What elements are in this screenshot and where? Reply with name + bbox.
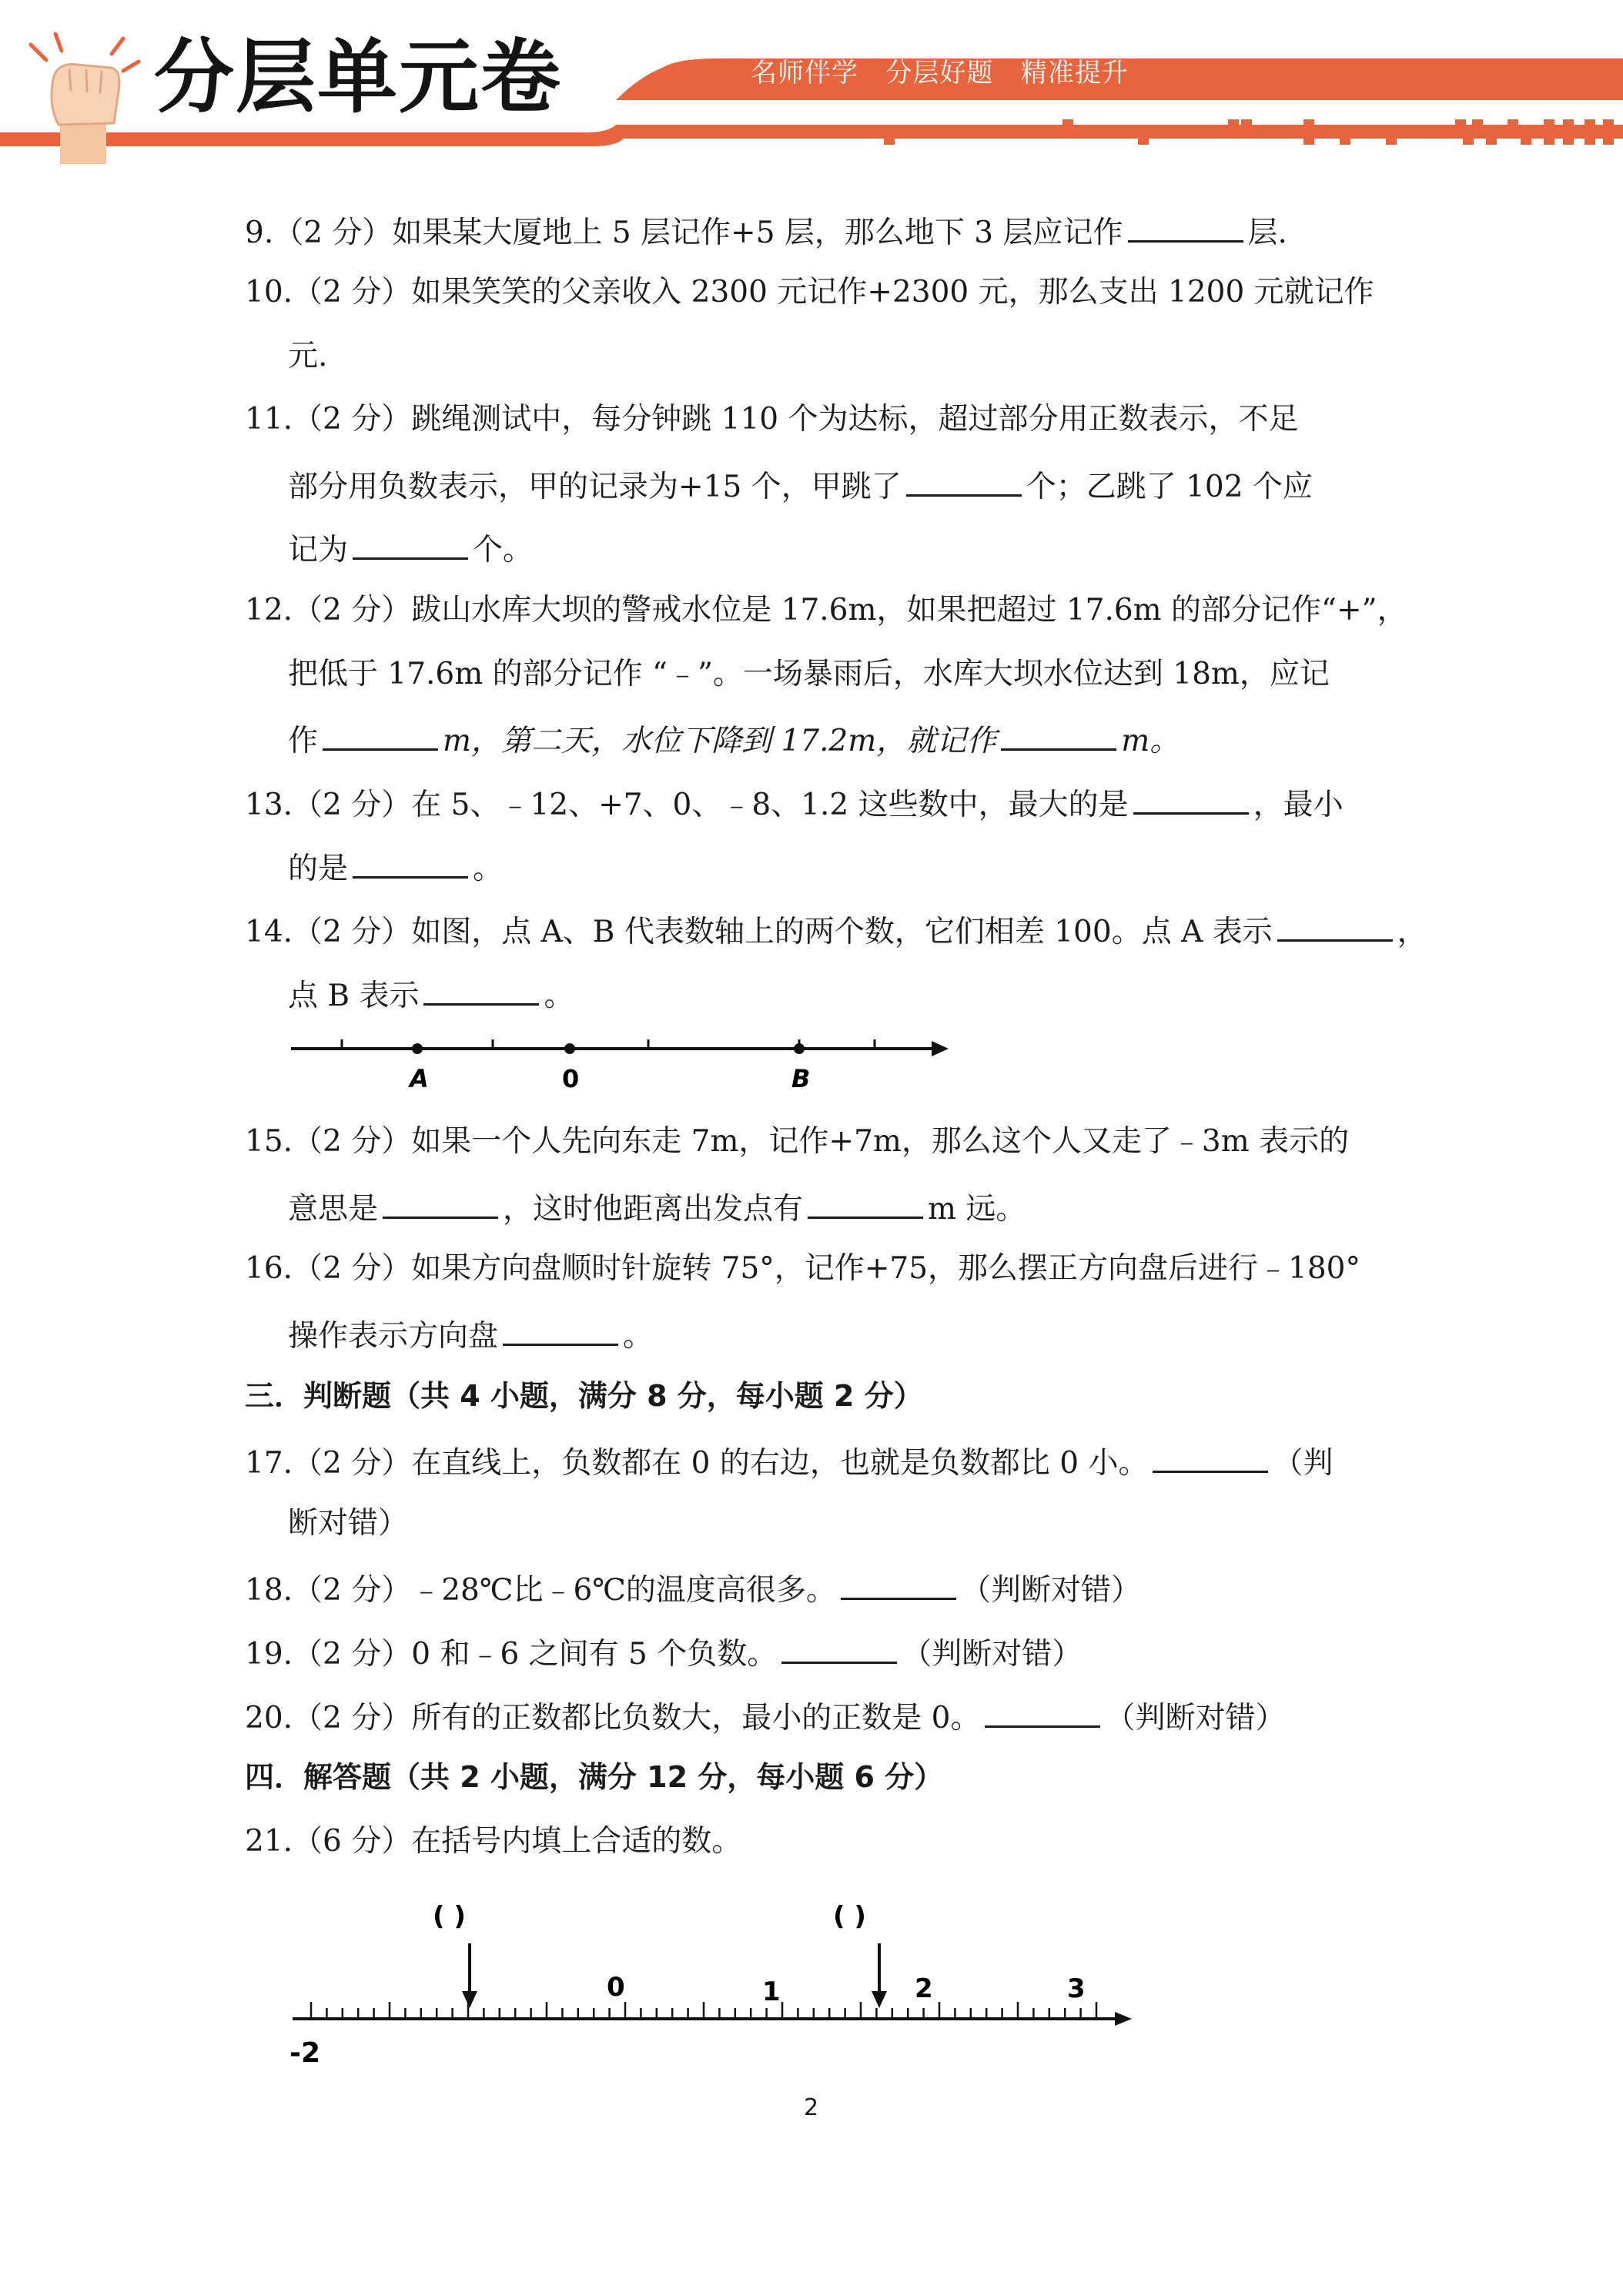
arrow-down-icon <box>872 1991 887 2008</box>
question-11-text-2a: 部分用负数表示，甲的记录为+15 个，甲跳了 <box>288 470 902 504</box>
question-14-text-2a: 点 B 表示 <box>288 979 420 1013</box>
question-12-text-3a: 作 <box>288 724 319 758</box>
question-10 <box>245 275 1377 310</box>
question-9-unit: 层. <box>1247 216 1287 250</box>
brand-slogan: 名师伴学 分层好题 精准提升 <box>751 58 1129 89</box>
answer-blank[interactable] <box>1128 214 1243 243</box>
question-17-line-2 <box>288 1506 409 1541</box>
question-14 <box>245 913 1427 947</box>
answer-blank[interactable] <box>841 1571 956 1600</box>
point-a-label: A <box>410 1064 429 1093</box>
answer-blank[interactable] <box>906 468 1022 497</box>
question-17-text: 17.（2 分）在直线上，负数都在 0 的右边，也就是负数都比 0 小。 <box>245 1446 1149 1481</box>
tick-label-2: 2 <box>915 1973 933 2004</box>
question-15 <box>245 1124 1350 1159</box>
question-13 <box>245 786 1344 820</box>
question-19-text-b: （判断对错） <box>902 1637 1083 1672</box>
question-15-text: 15.（2 分）如果一个人先向东走 7m，记作+7m，那么这个人又走了﹣3m 表示的 <box>245 1124 1350 1159</box>
answer-blank[interactable] <box>781 1635 897 1664</box>
question-20 <box>245 1699 1285 1733</box>
question-14-line-2 <box>288 977 574 1011</box>
answer-placeholder-2[interactable]: ( ) <box>833 1901 866 1932</box>
origin-dot <box>564 1043 575 1054</box>
question-15-text-2a: 意思是 <box>288 1192 379 1227</box>
question-16 <box>245 1253 1360 1284</box>
question-14-text-2b: 。 <box>544 979 574 1013</box>
section-heading-judgement: 三．判断题（共 4 小题，满分 8 分，每小题 2 分） <box>245 1379 923 1413</box>
answer-blank[interactable] <box>985 1699 1100 1728</box>
answer-blank[interactable] <box>1133 786 1249 815</box>
question-17 <box>245 1444 1334 1481</box>
question-11-text-3a: 记为 <box>288 533 349 567</box>
question-12-line-2 <box>288 659 1330 689</box>
arrowhead-icon <box>1115 2012 1132 2026</box>
header-stripe <box>0 125 1623 146</box>
question-15-text-2b: ，这时他距离出发点有 <box>503 1192 804 1227</box>
tick-label-neg2: -2 <box>289 2037 320 2069</box>
number-line-ticks <box>311 2002 1096 2019</box>
question-16-line-2 <box>288 1317 654 1354</box>
point-b-label: B <box>791 1064 811 1093</box>
question-21 <box>245 1824 742 1859</box>
brand-title: 分层单元卷 <box>154 30 563 124</box>
question-9-text: 9.（2 分）如果某大厦地上 5 层记作+5 层，那么地下 3 层应记作 <box>245 216 1123 250</box>
question-16-text-2b: 。 <box>623 1319 654 1354</box>
question-11-line-3 <box>288 531 533 565</box>
answer-blank[interactable] <box>1001 722 1116 751</box>
question-12 <box>245 593 1407 628</box>
question-15-line-2 <box>288 1190 1026 1227</box>
question-13-line-2 <box>288 850 503 884</box>
answer-blank[interactable] <box>383 1190 498 1219</box>
question-11-text: 11.（2 分）跳绳测试中，每分钟跳 110 个为达标，超过部分用正数表示，不足 <box>245 402 1299 437</box>
answer-blank[interactable] <box>353 850 468 879</box>
number-line-figure-14 <box>285 1026 962 1099</box>
point-b-dot <box>794 1043 805 1054</box>
tick-label-1: 1 <box>762 1976 781 2007</box>
question-15-text-2c: m 远。 <box>928 1192 1026 1227</box>
origin-label: 0 <box>562 1064 580 1093</box>
question-10-text: 10.（2 分）如果笑笑的父亲收入 2300 元记作+2300 元，那么支出 1200 元就记作 <box>245 275 1374 310</box>
number-line-figure-21 <box>285 1894 1147 2071</box>
question-12-line-3 <box>288 722 1180 756</box>
question-21-text: 21.（6 分）在括号内填上合适的数。 <box>245 1824 742 1859</box>
question-12-text-2: 把低于 17.6m 的部分记作 “﹣”。一场暴雨后，水库大坝水位达到 18m，应记 <box>288 657 1330 691</box>
question-17-text-b: （判 <box>1273 1446 1334 1481</box>
question-14-text: 14.（2 分）如图，点 A、B 代表数轴上的两个数，它们相差 100。点 A 表示 <box>245 915 1273 949</box>
arrowhead-icon <box>932 1041 949 1056</box>
section-heading-solutions: 四．解答题（共 2 小题，满分 12 分，每小题 6 分） <box>245 1760 944 1794</box>
point-a-dot <box>412 1043 423 1054</box>
question-13-text-2b: 。 <box>473 852 504 886</box>
thumbs-up-hand-icon <box>15 31 146 166</box>
question-11-text-2b: 个；乙跳了 102 个应 <box>1026 470 1313 504</box>
answer-blank[interactable] <box>1277 913 1393 942</box>
question-19 <box>245 1635 1083 1672</box>
question-18-text: 18.（2 分）﹣28℃比﹣6℃的温度高很多。 <box>245 1573 836 1608</box>
question-11-line-2 <box>288 468 1313 502</box>
question-13-text-2a: 的是 <box>288 852 349 886</box>
answer-blank[interactable] <box>423 977 539 1006</box>
tick-label-0: 0 <box>607 1972 625 2003</box>
page-header <box>0 0 1623 166</box>
question-10-line-2 <box>288 341 327 371</box>
question-20-text: 20.（2 分）所有的正数都比负数大，最小的正数是 0。 <box>245 1701 981 1735</box>
answer-blank[interactable] <box>808 1190 923 1219</box>
question-12-text-3b: m，第二天，水位下降到 17.2m，就记作 <box>443 724 997 758</box>
question-13-text: 13.（2 分）在 5、﹣12、+7、0、﹣8、1.2 这些数中，最大的是 <box>245 788 1129 822</box>
answer-blank[interactable] <box>503 1317 618 1346</box>
question-11-text-3b: 个。 <box>473 533 534 567</box>
question-17-text-2: 断对错） <box>288 1506 409 1541</box>
question-18 <box>245 1571 1141 1608</box>
question-20-text-b: （判断对错） <box>1105 1701 1286 1735</box>
answer-blank[interactable] <box>323 722 438 751</box>
question-12-text: 12.（2 分）跋山水库大坝的警戒水位是 17.6m，如果把超过 17.6m 的部分记作“+”， <box>245 593 1407 628</box>
answer-placeholder-1[interactable]: ( ) <box>433 1901 466 1932</box>
question-16-text-2a: 操作表示方向盘 <box>288 1319 499 1354</box>
arrow-down-icon <box>462 1991 477 2008</box>
answer-blank[interactable] <box>353 531 468 560</box>
answer-blank[interactable] <box>1153 1444 1268 1473</box>
tick-label-3: 3 <box>1067 1973 1086 2004</box>
page-number: 2 <box>804 2094 819 2121</box>
question-10-unit: 元. <box>288 339 328 373</box>
question-18-text-b: （判断对错） <box>960 1573 1141 1608</box>
question-16-text: 16.（2 分）如果方向盘顺时针旋转 75°，记作+75，那么摆正方向盘后进行﹣180° <box>245 1251 1360 1286</box>
question-12-text-3c: m。 <box>1121 724 1180 758</box>
question-9 <box>245 214 1287 248</box>
question-14-text-b: ， <box>1397 915 1427 949</box>
question-19-text: 19.（2 分）0 和﹣6 之间有 5 个负数。 <box>245 1637 778 1672</box>
question-11 <box>245 402 1299 437</box>
question-13-text-b: ，最小 <box>1253 788 1344 822</box>
